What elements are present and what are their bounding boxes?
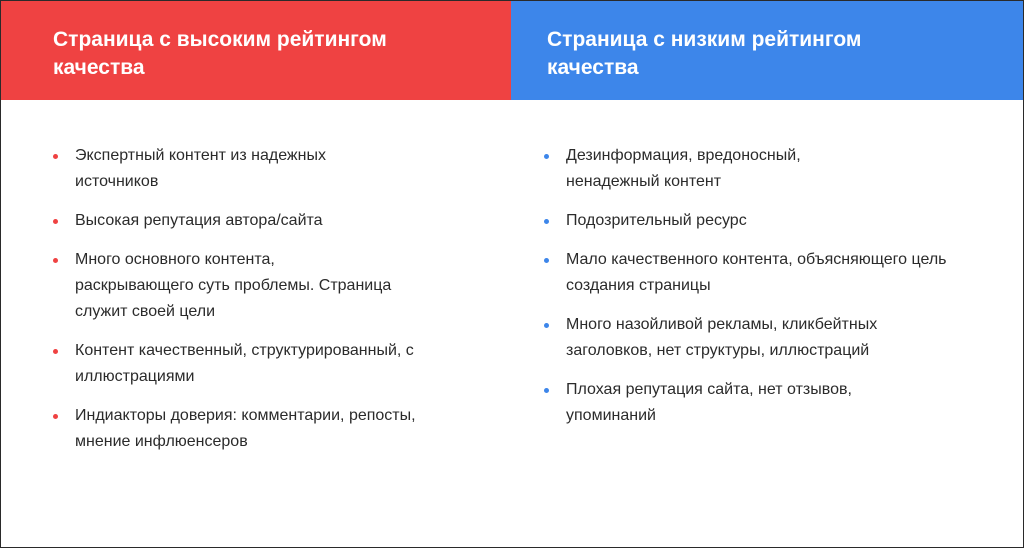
list-item [544,143,866,195]
list-item-text: Индиакторы доверия: комментарии, репосты, мнение инфлюенсеров [75,407,416,450]
blue-bullet-icon [544,323,549,328]
list-item [544,247,966,299]
list-item-text: Контент качественный, структурированный, с иллюстрациями [75,342,414,385]
list-item [53,208,405,234]
high-quality-title: Страница с высоким рейтингом качества [53,28,387,79]
list-item-text: Экспертный контент из надежных источников [75,147,326,190]
red-bullet-icon [53,219,58,224]
list-item-text: Высокая репутация автора/сайта [75,212,323,229]
high-quality-header [1,1,511,100]
list-item [544,312,966,364]
red-bullet-icon [53,349,58,354]
list-item-text: Подозрительный ресурс [566,212,747,229]
list-item-text: Плохая репутация сайта, нет отзывов, упоминаний [566,381,852,424]
list-item [53,247,395,325]
list-item [53,403,425,455]
list-item-text: Дезинформация, вредоносный, ненадежный контент [566,147,801,190]
blue-bullet-icon [544,219,549,224]
list-item [544,208,896,234]
list-item [544,377,946,429]
red-bullet-icon [53,258,58,263]
list-item [53,143,395,195]
low-quality-header [511,1,1023,100]
low-quality-title: Страница с низким рейтингом качества [547,28,862,79]
low-quality-list [544,143,984,442]
list-item-text: Мало качественного контента, объясняющего цель создания страницы [566,251,947,294]
red-bullet-icon [53,414,58,419]
list-item-text: Много назойливой рекламы, кликбейтных заголовков, нет структуры, иллюстраций [566,316,878,359]
list-item-text: Много основного контента, раскрывающего суть проблемы. Страница служит своей цели [75,251,392,320]
list-item [53,338,455,390]
blue-bullet-icon [544,154,549,159]
high-quality-list [53,143,473,468]
blue-bullet-icon [544,388,549,393]
blue-bullet-icon [544,258,549,263]
red-bullet-icon [53,154,58,159]
